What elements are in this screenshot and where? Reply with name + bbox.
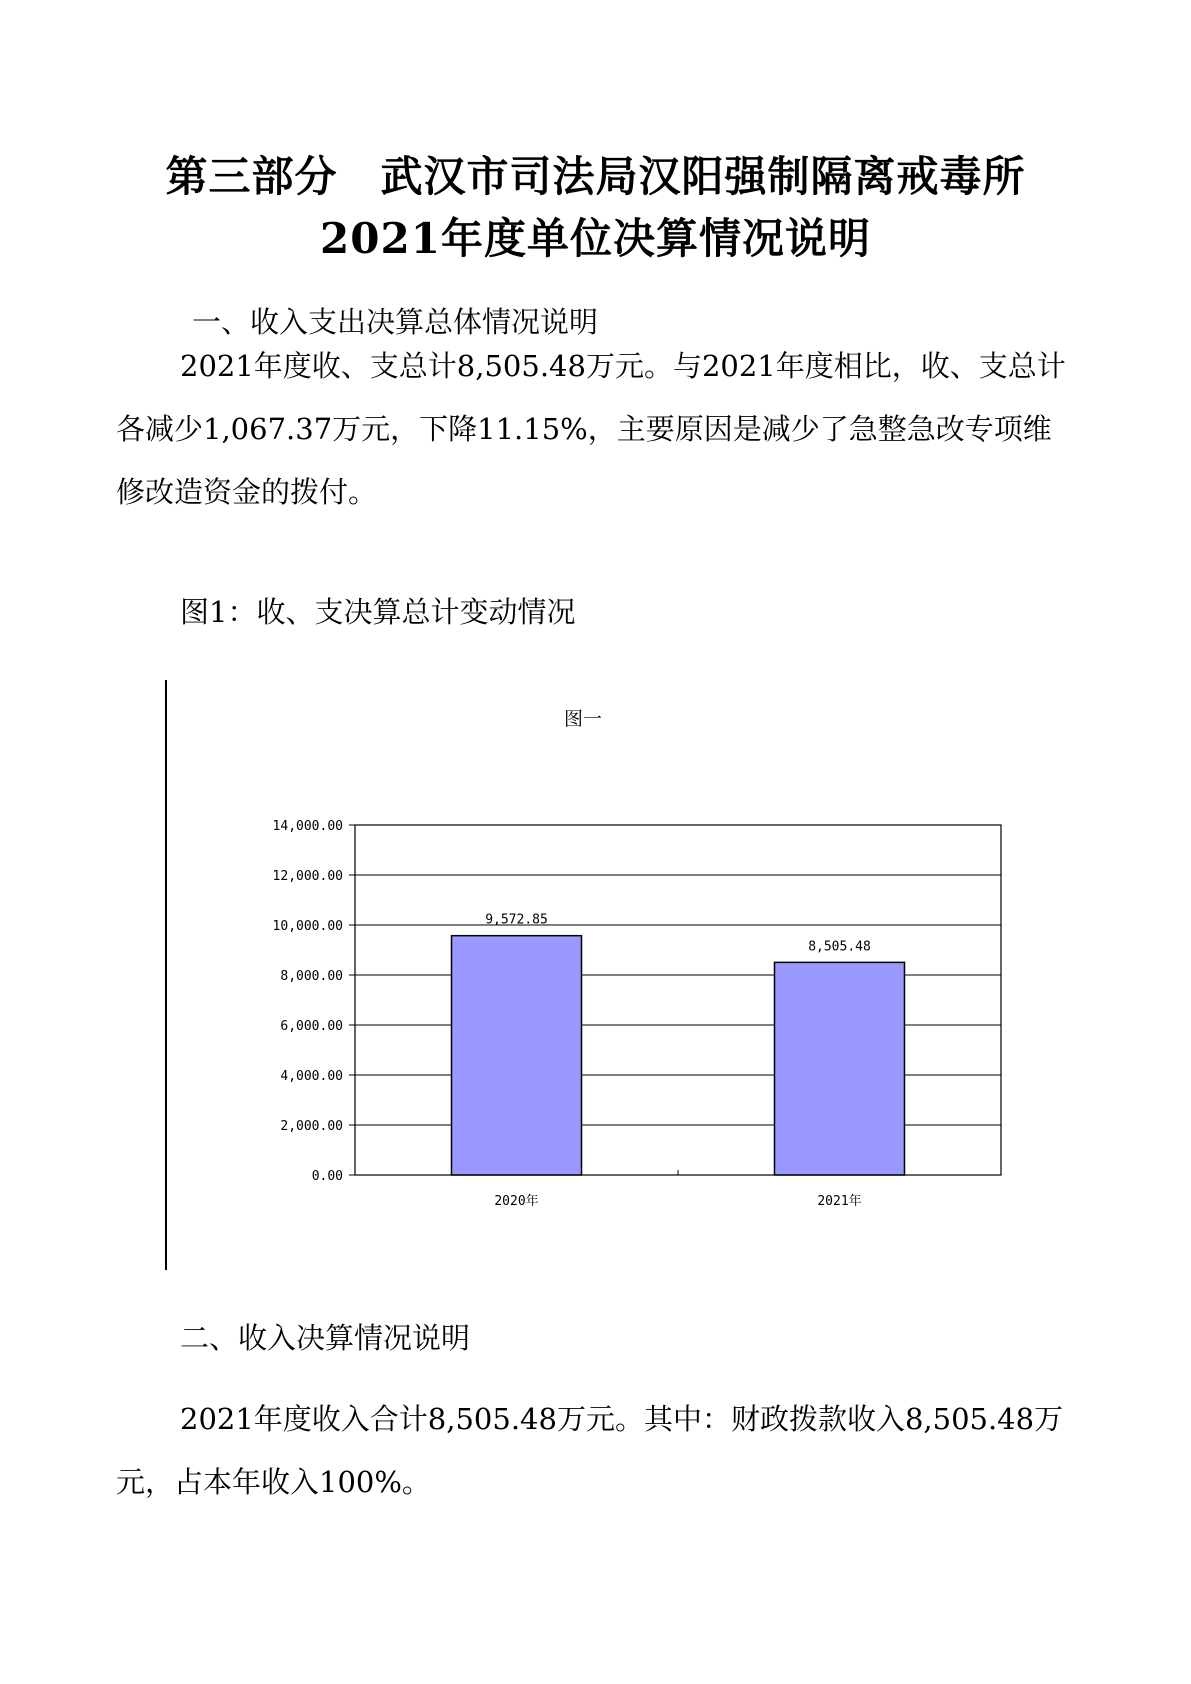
page-title-line2: 2021年度单位决算情况说明 [320,214,871,263]
chart-container [165,680,1065,1270]
section2-paragraph: 2021年度收入合计8,505.48万元。其中：财政拨款收入8,505.48万元，占本年收入100%。 [116,1402,1064,1499]
chart-left-border [165,680,167,1270]
figure-caption: 图1：收、支决算总计变动情况 [180,595,576,629]
y-tick-label: 12,000.00 [272,869,343,884]
y-tick-label: 2,000.00 [280,1119,343,1134]
y-tick-label: 0.00 [311,1169,343,1184]
section2-heading: 二、收入决算情况说明 [180,1321,471,1355]
section1-paragraph: 2021年度收、支总计8,505.48万元。与2021年度相比，收、支总计各减少1,067.37万元，下降11.15%，主要原因是减少了急整急改专项维修改造资金的拨付。 [116,349,1066,509]
x-category-label: 2020年 [494,1194,539,1209]
bar-2020年 [452,936,582,1175]
page-title-line1: 第三部分 武汉市司法局汉阳强制隔离戒毒所 [165,152,1026,201]
y-tick-label: 4,000.00 [280,1069,343,1084]
y-tick-label: 8,000.00 [280,969,343,984]
y-tick-label: 10,000.00 [272,919,343,934]
bar-value-label: 8,505.48 [808,939,871,955]
bar-2021年 [775,962,905,1175]
section1-heading: 一、收入支出决算总体情况说明 [192,305,599,339]
y-tick-label: 6,000.00 [280,1019,343,1034]
chart-title: 图一 [563,708,603,730]
bar-value-label: 9,572.85 [485,912,548,928]
x-category-label: 2021年 [817,1194,862,1209]
y-tick-label: 14,000.00 [272,819,343,834]
bar-chart [165,680,1065,1270]
